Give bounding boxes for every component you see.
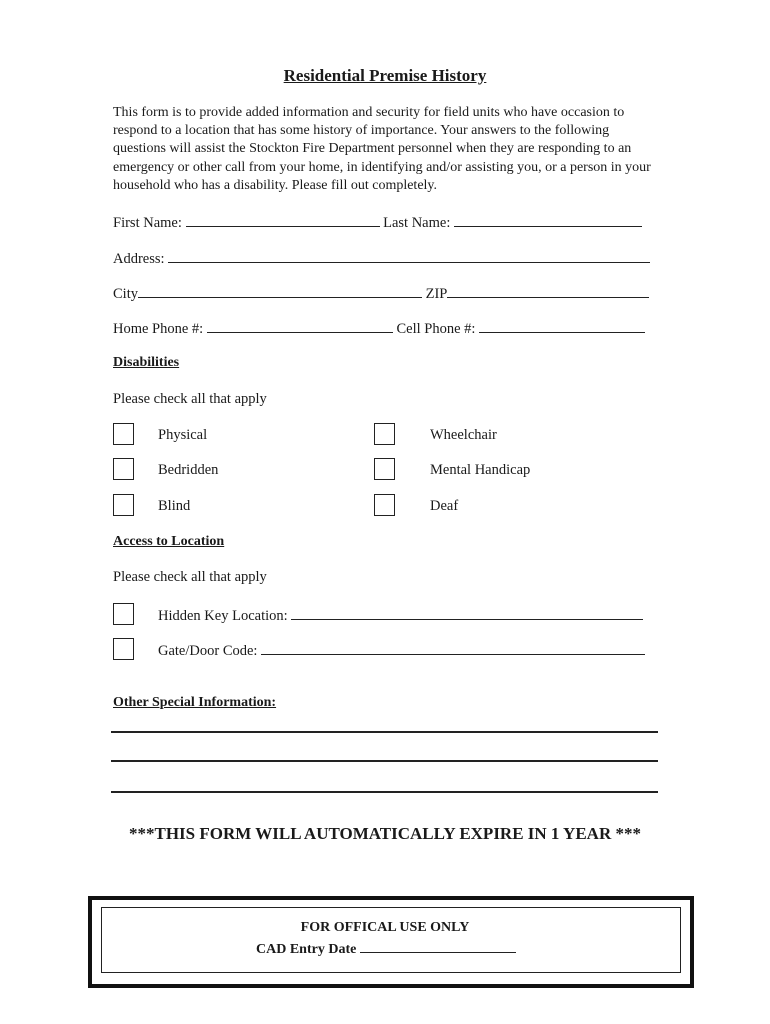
name-row	[113, 212, 642, 232]
cad-entry-row	[256, 938, 516, 958]
city-field[interactable]	[138, 283, 422, 298]
other-info-heading: Other Special Information:	[113, 695, 277, 710]
cad-entry-label: CAD Entry Date	[256, 942, 357, 957]
disabilities-heading: Disabilities	[113, 355, 180, 370]
last-name-field[interactable]	[454, 212, 642, 227]
hidden-key-checkbox[interactable]	[113, 603, 134, 625]
access-instruction: Please check all that apply	[113, 569, 267, 585]
physical-label: Physical	[158, 427, 208, 443]
cell-phone-field[interactable]	[479, 318, 645, 333]
address-label: Address:	[113, 251, 165, 267]
blind-label: Blind	[158, 498, 191, 514]
phone-row	[113, 318, 645, 338]
deaf-label: Deaf	[430, 498, 459, 514]
cell-phone-label: Cell Phone #:	[396, 321, 476, 337]
gate-code-field[interactable]	[261, 640, 645, 655]
address-row	[113, 248, 650, 268]
address-field[interactable]	[168, 248, 650, 263]
deaf-checkbox[interactable]	[374, 494, 395, 516]
city-zip-row	[113, 283, 649, 303]
other-info-line-1[interactable]	[111, 731, 658, 733]
form-title: Residential Premise History	[283, 66, 487, 85]
city-label: City	[113, 286, 138, 302]
last-name-label: Last Name:	[383, 215, 451, 231]
physical-checkbox[interactable]	[113, 423, 134, 445]
first-name-field[interactable]	[186, 212, 380, 227]
blind-checkbox[interactable]	[113, 494, 134, 516]
wheelchair-label: Wheelchair	[430, 427, 497, 443]
home-phone-label: Home Phone #:	[113, 321, 204, 337]
cad-entry-field[interactable]	[360, 938, 516, 953]
wheelchair-checkbox[interactable]	[374, 423, 395, 445]
official-use-title: FOR OFFICAL USE ONLY	[300, 920, 470, 935]
disabilities-instruction: Please check all that apply	[113, 391, 267, 407]
home-phone-field[interactable]	[207, 318, 393, 333]
gate-code-row	[158, 640, 645, 660]
hidden-key-field[interactable]	[291, 605, 643, 620]
other-info-line-3[interactable]	[111, 791, 658, 793]
mental-handicap-label: Mental Handicap	[430, 462, 531, 478]
other-info-line-2[interactable]	[111, 760, 658, 762]
gate-code-checkbox[interactable]	[113, 638, 134, 660]
hidden-key-label: Hidden Key Location:	[158, 608, 288, 624]
access-heading: Access to Location	[113, 534, 225, 549]
zip-label: ZIP	[425, 286, 448, 302]
expire-notice: ***THIS FORM WILL AUTOMATICALLY EXPIRE IN 1 YEAR ***	[129, 824, 641, 843]
bedridden-checkbox[interactable]	[113, 458, 134, 480]
zip-field[interactable]	[447, 283, 649, 298]
bedridden-label: Bedridden	[158, 462, 219, 478]
mental-handicap-checkbox[interactable]	[374, 458, 395, 480]
hidden-key-row	[158, 605, 643, 625]
intro-paragraph: This form is to provide added information and security for field units who have occasion to respond to a location that has some history of importance. Your answers to the following questions will assist the Stockton Fire Department personnel when they are responding to an emergency or other call from your home, in identifying and/or assisting you, or a person in your household who has a disability. Please fill out completely.	[113, 105, 651, 193]
first-name-label: First Name:	[113, 215, 182, 231]
gate-code-label: Gate/Door Code:	[158, 643, 258, 659]
